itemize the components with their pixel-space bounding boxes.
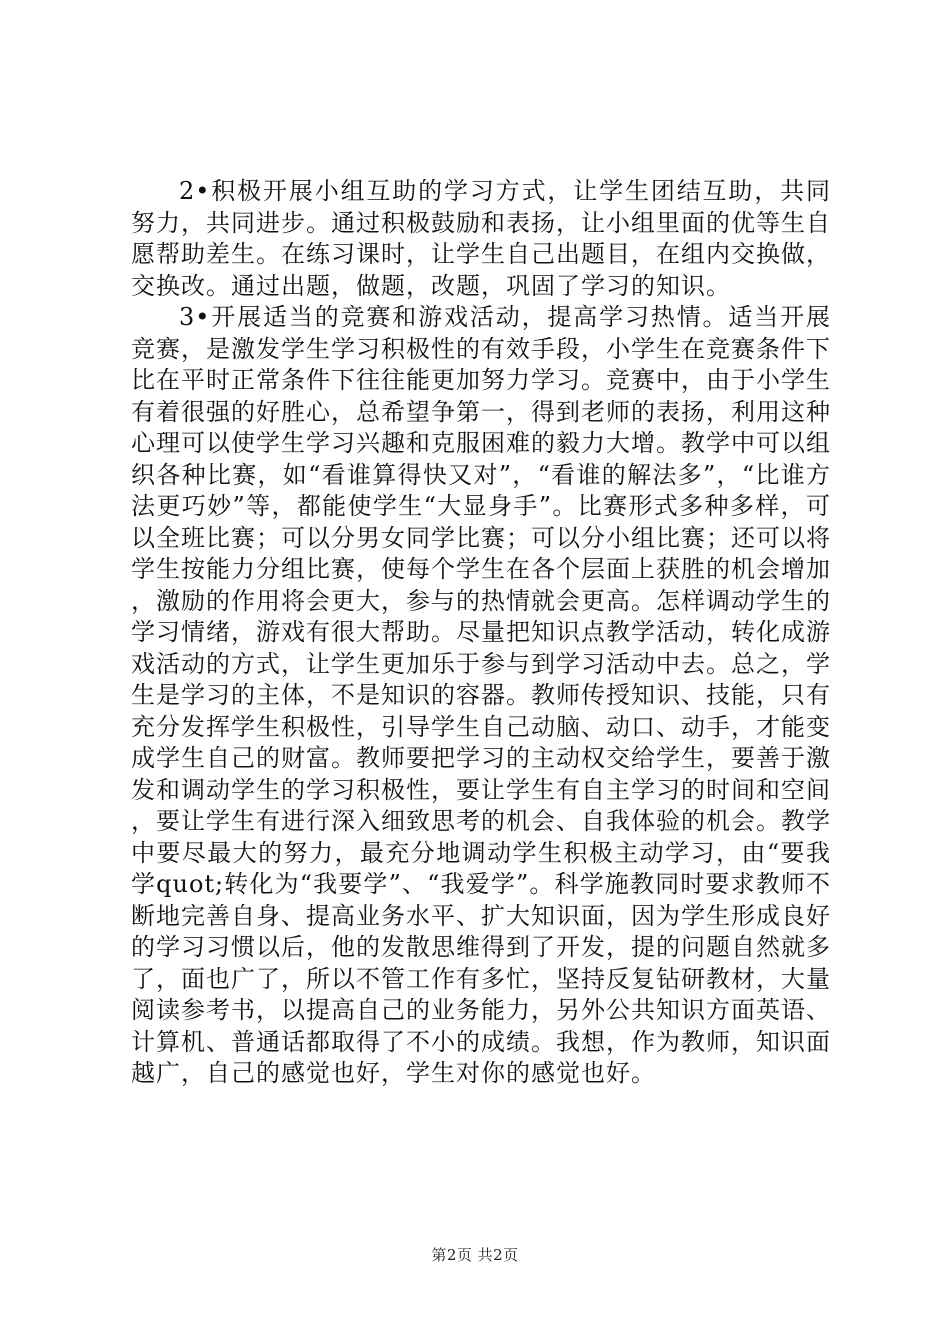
document-body [131,176,831,1090]
paragraph-2: 3•开展适当的竞赛和游戏活动，提高学习热情。适当开展竞赛，是激发学生学习积极性的有效手段，小学生在竞赛条件下比在平时正常条件下往往能更加努力学习。竞赛中，由于小学生有着很强的好胜心，总希望争第一，得到老师的表扬，利用这种心理可以使学生学习兴趣和克服困难的毅力大增。教学中可以组织各种比赛，如“看谁算得快又对”，“看谁的解法多”，“比谁方法更巧妙”等，都能使学生“大显身手”。比赛形式多种多样，可以全班比赛；可以分男女同学比赛；可以分小组比赛；还可以将学生按能力分组比赛，使每个学生在各个层面上获胜的机会增加，激励的作用将会更大，参与的热情就会更高。怎样调动学生的学习情绪，游戏有很大帮助。尽量把知识点教学活动，转化成游戏活动的方式，让学生更加乐于参与到学习活动中去。总之，学生是学习的主体，不是知识的容器。教师传授知识、技能，只有充分发挥学生积极性，引导学生自己动脑、动口、动手，才能变成学生自己的财富。教师要把学习的主动权交给学生，要善于激发和调动学生的学习积极性，要让学生有自主学习的时间和空间，要让学生有进行深入细致思考的机会、自我体验的机会。教学中要尽最大的努力，最充分地调动学生积极主动学习，由“要我学quot;转化为“我要学”、“我爱学”。科学施教同时要求教师不断地完善自身、提高业务水平、扩大知识面，因为学生形成良好的学习习惯以后，他的发散思维得到了开发，提的问题自然就多了，面也广了，所以不管工作有多忙，坚持反复钻研教材，大量阅读参考书，以提高自己的业务能力，另外公共知识方面英语、计算机、普通话都取得了不小的成绩。我想，作为教师，知识面越广，自己的感觉也好，学生对你的感觉也好。 [131,303,831,1087]
page-footer: 第2页 共2页 [431,1246,519,1264]
paragraph-1: 2•积极开展小组互助的学习方式，让学生团结互助，共同努力，共同进步。通过积极鼓励和表扬，让小组里面的优等生自愿帮助差生。在练习课时，让学生自己出题目，在组内交换做，交换改。通过出题，做题，改题，巩固了学习的知识。 [131,177,831,300]
